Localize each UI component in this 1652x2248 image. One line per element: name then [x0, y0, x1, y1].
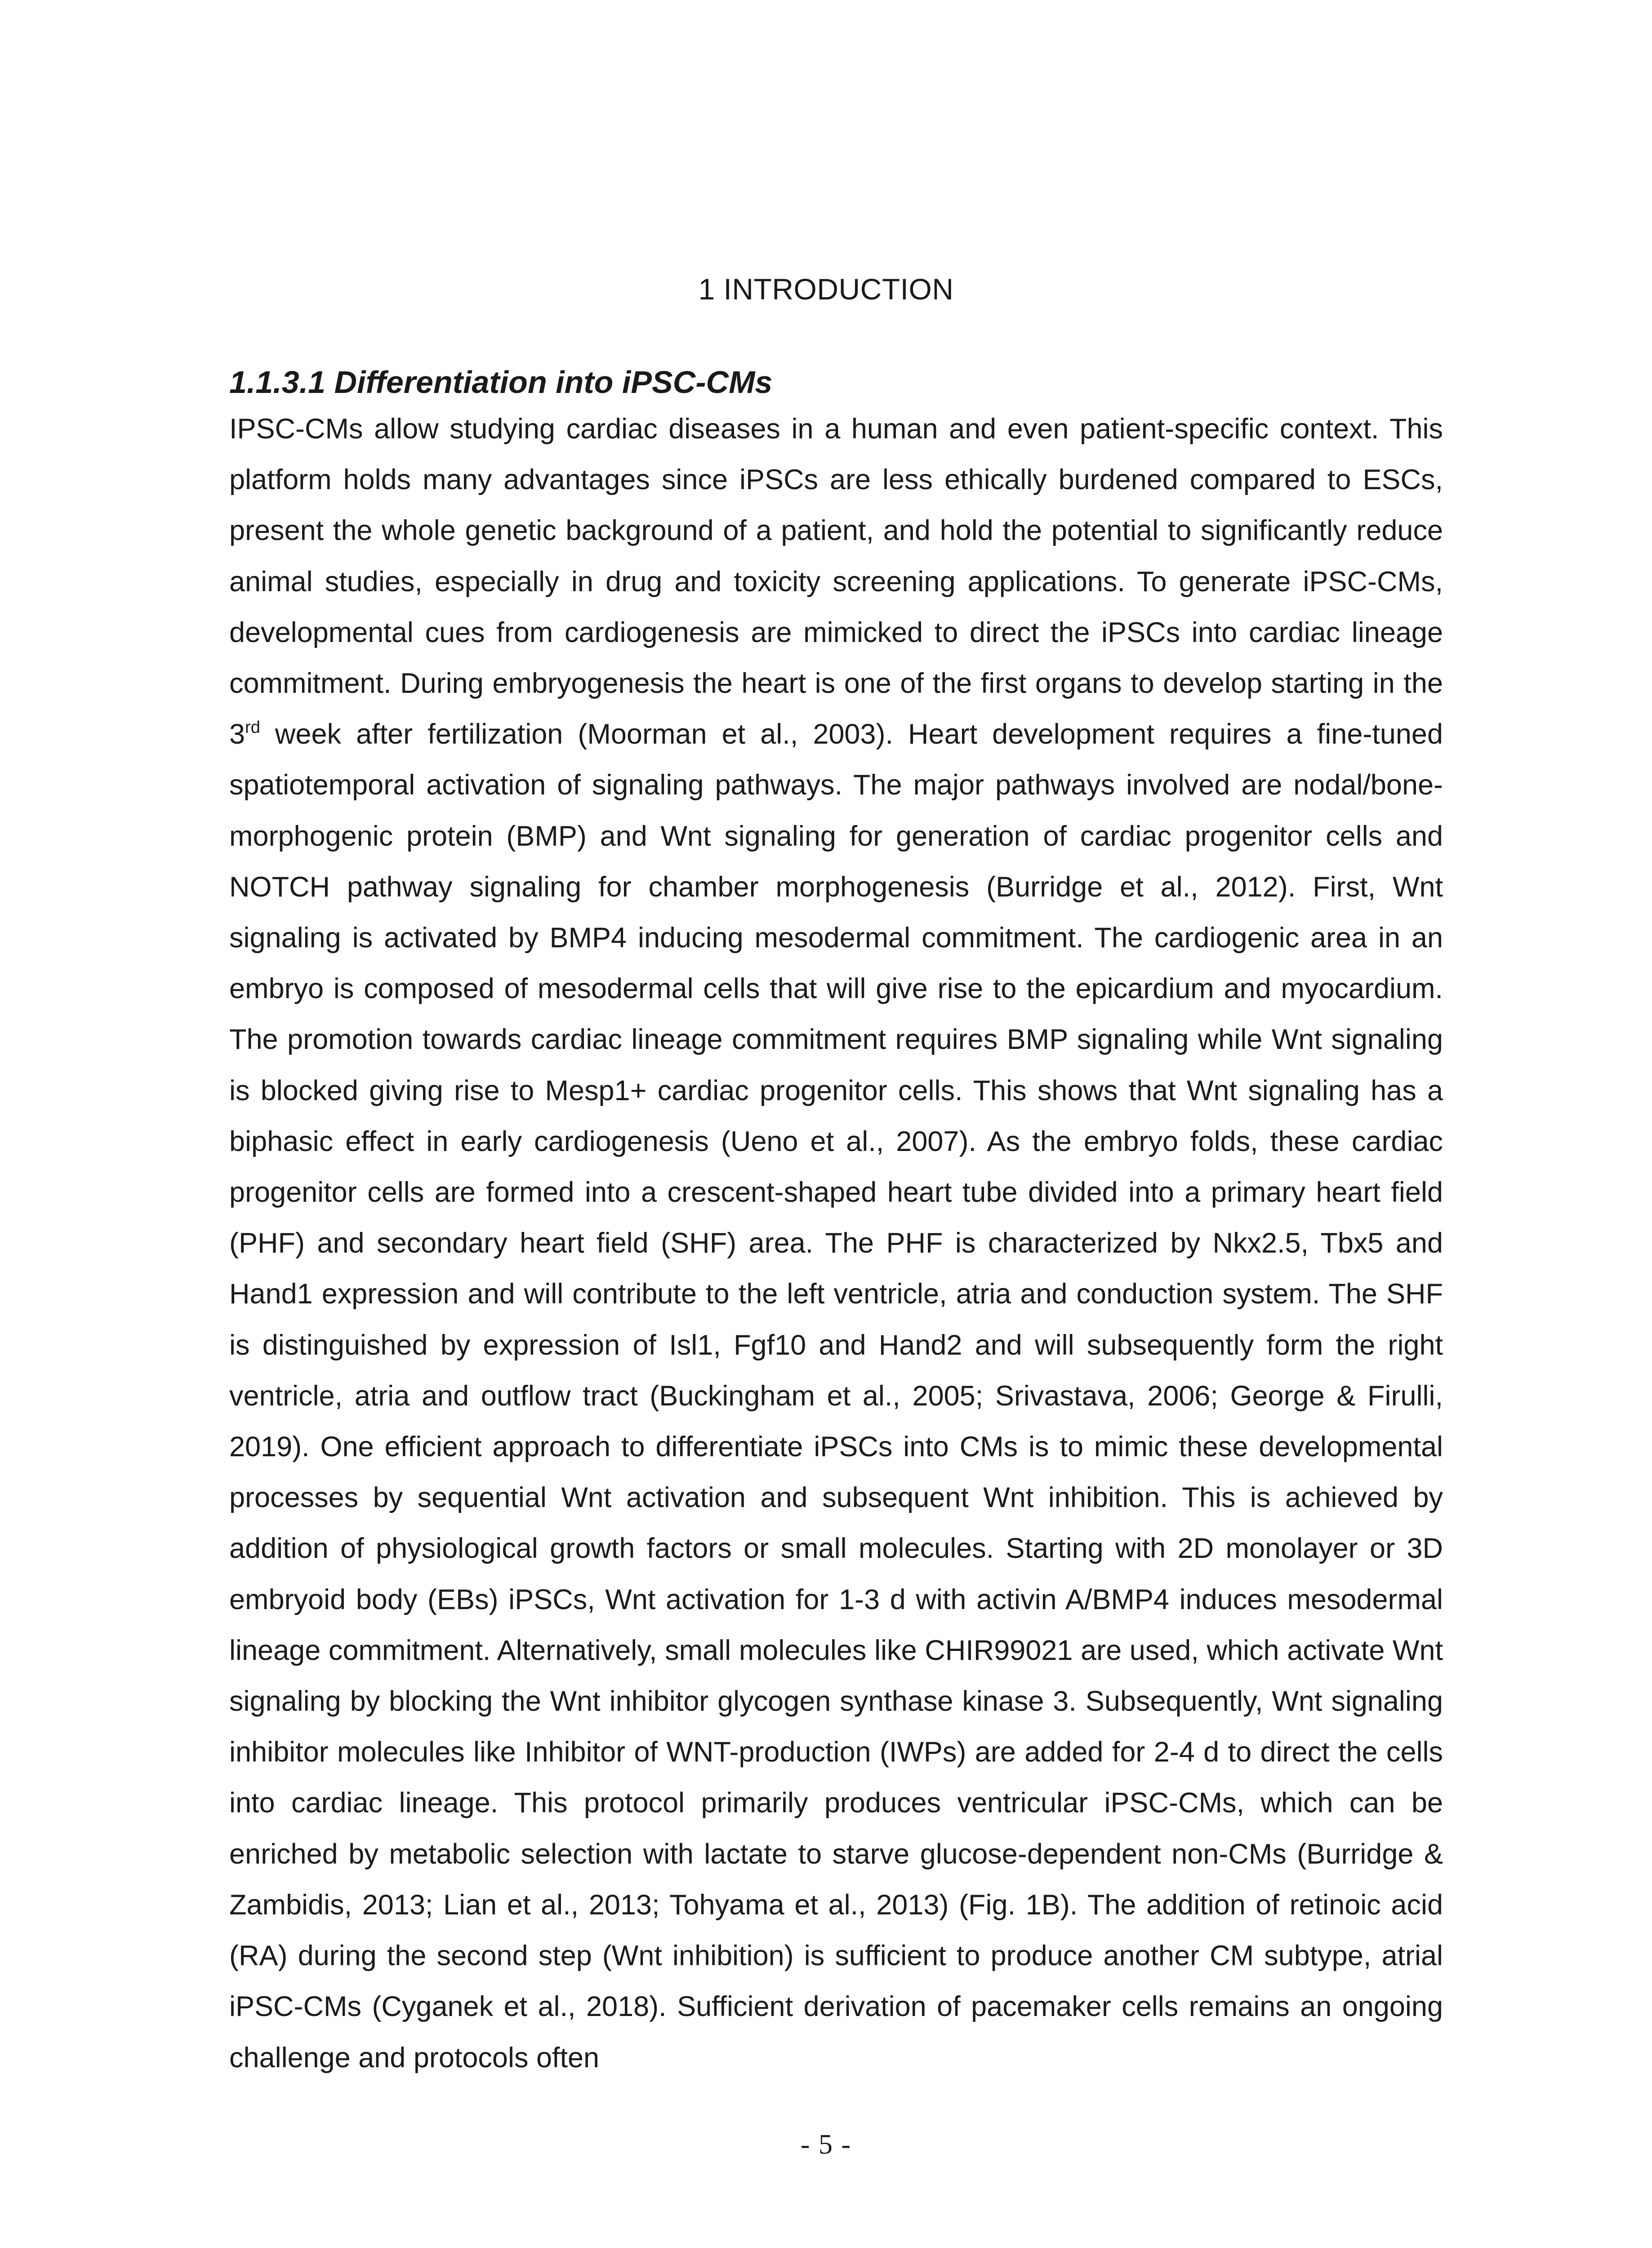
- running-header: 1 INTRODUCTION: [698, 272, 954, 306]
- ordinal-superscript: rd: [245, 718, 260, 737]
- paragraph-text-part-1: IPSC-CMs allow studying cardiac diseases in a human and even patient-specific context. This platform holds many advantages since iPSCs are less ethically burdened compared to ESCs, present the whole genetic background of a patient, and hold the potential to significantly reduce animal studies, especially in drug and toxicity screening applications. To generate iPSC-CMs, developmental cues from cardiogenesis are mimicked to direct the iPSCs into cardiac lineage commitment. During embryogenesis the heart is one of the first organs to develop starting in the 3: [229, 413, 1443, 750]
- section-heading: 1.1.3.1 Differentiation into iPSC-CMs: [229, 365, 773, 400]
- paragraph-text-part-2: week after fertilization (Moorman et al., 2003). Heart development requires a fine-tuned spatiotemporal activation of signaling pathways. The major pathways involved are nodal/bone-morphogenic protein (BMP) and Wnt signaling for generation of cardiac progenitor cells and NOTCH pathway signaling for chamber morphogenesis (Burridge et al., 2012). First, Wnt signaling is activated by BMP4 inducing mesodermal commitment. The cardiogenic area in an embryo is composed of mesodermal cells that will give rise to the epicardium and myocardium. The promotion towards cardiac lineage commitment requires BMP signaling while Wnt signaling is blocked giving rise to Mesp1+ cardiac progenitor cells. This shows that Wnt signaling has a biphasic effect in early cardiogenesis (Ueno et al., 2007). As the embryo folds, these cardiac progenitor cells are formed into a crescent-shaped heart tube divided into a primary heart field (PHF) and secondary heart field (SHF) area. The PHF is characterized by Nkx2.5, Tbx5 and Hand1 expression and will contribute to the left ventricle, atria and conduction system. The SHF is distinguished by expression of Isl1, Fgf10 and Hand2 and will subsequently form the right ventricle, atria and outflow tract (Buckingham et al., 2005; Srivastava, 2006; George & Firulli, 2019). One efficient approach to differentiate iPSCs into CMs is to mimic these developmental processes by sequential Wnt activation and subsequent Wnt inhibition. This is achieved by addition of physiological growth factors or small molecules. Starting with 2D monolayer or 3D embryoid body (EBs) iPSCs, Wnt activation for 1-3 d with activin A/BMP4 induces mesodermal lineage commitment. Alternatively, small molecules like CHIR99021 are used, which activate Wnt signaling by blocking the Wnt inhibitor glycogen synthase kinase 3. Subsequently, Wnt signaling inhibitor molecules like Inhibitor of WNT-production (IWPs) are added for 2-4 d to direct the cells into cardiac lineage. This protocol primarily produces ventricular iPSC-CMs, which can be enriched by metabolic selection with lactate to starve glucose-dependent non-CMs (Burridge & Zambidis, 2013; Lian et al., 2013; Tohyama et al., 2013) (Fig. 1B). The addition of retinoic acid (RA) during the second step (Wnt inhibition) is sufficient to produce another CM subtype, atrial iPSC-CMs (Cyganek et al., 2018). Sufficient derivation of pacemaker cells remains an ongoing challenge and protocols often: [229, 718, 1443, 2074]
- page-number: - 5 -: [800, 2129, 852, 2160]
- body-paragraph: [229, 404, 1443, 2083]
